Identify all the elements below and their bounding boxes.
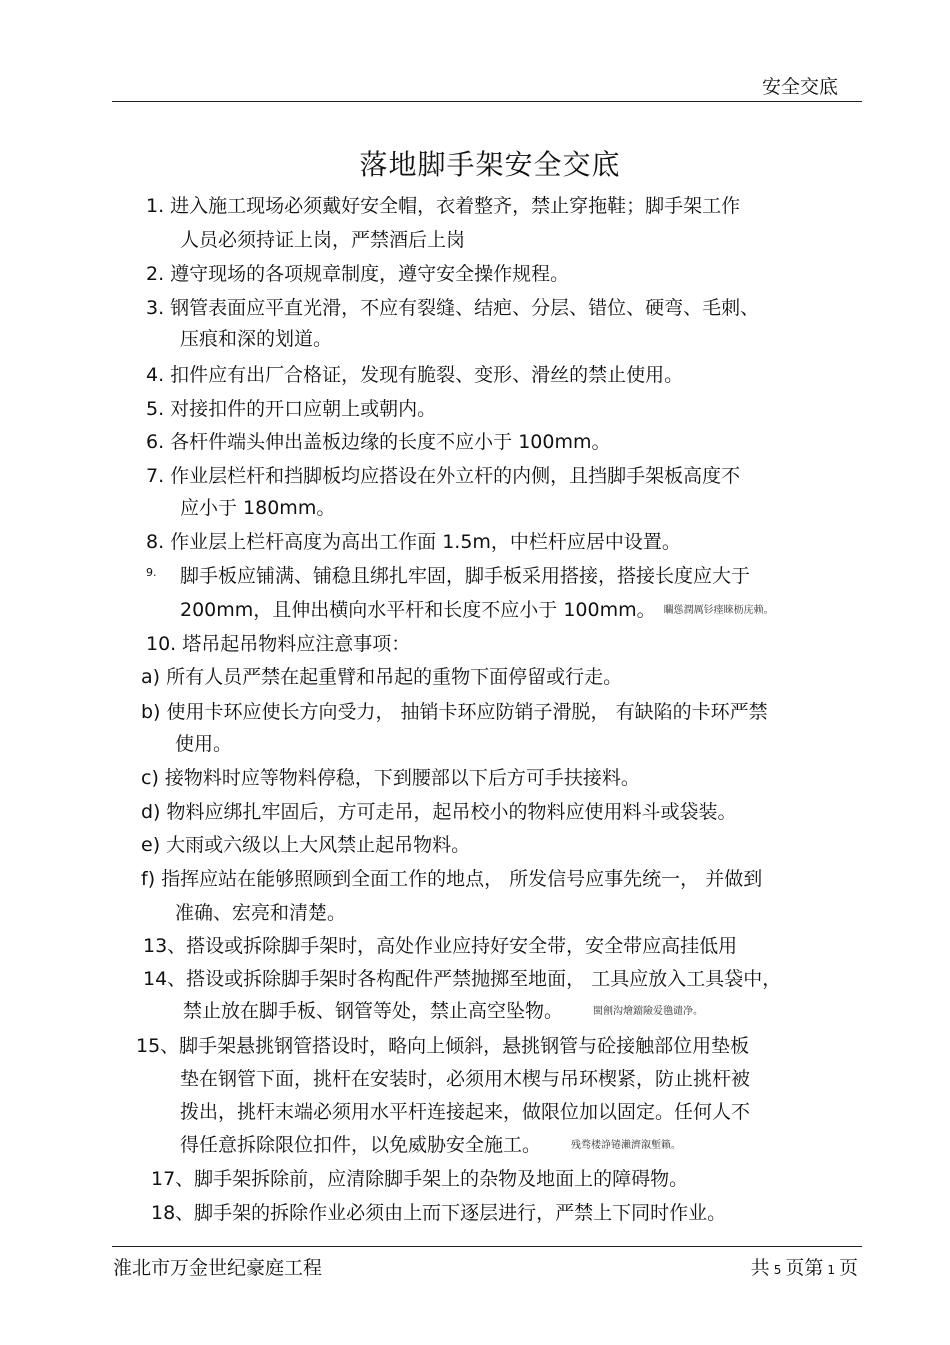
line-18: 18、脚手架的拆除作业必须由上而下逐层进行，严禁上下同时作业。 [151, 1202, 727, 1224]
line-15: 15、脚手架悬挑钢管搭设时，略向上倾斜，悬挑钢管与砼接触部位用垫板 [136, 1035, 750, 1057]
line-7: 7. 作业层栏杆和挡脚板均应搭设在外立杆的内侧，且挡脚手架板高度不 [146, 465, 741, 487]
line-3: 3. 钢管表面应平直光滑，不应有裂缝、结疤、分层、错位、硬弯、毛刺、 [146, 297, 760, 319]
line-3b: 压痕和深的划道。 [180, 328, 333, 350]
footer-page-info [751, 1253, 858, 1280]
line-2: 2. 遵守现场的各项规章制度，遵守安全操作规程。 [146, 263, 570, 285]
line-5: 5. 对接扣件的开口应朝上或朝内。 [146, 398, 437, 420]
line-b2: 使用。 [175, 733, 233, 755]
line-13: 13、搭设或拆除脚手架时，高处作业应持好安全带，安全带应高挂低用 [143, 935, 738, 957]
line-9b [180, 595, 774, 622]
line-8: 8. 作业层上栏杆高度为高出工作面 1.5m，中栏杆应居中设置。 [146, 531, 681, 553]
line-14: 14、搭设或拆除脚手架时各构配件严禁抛掷至地面， 工具应放入工具袋中， [143, 968, 782, 990]
line-17: 17、脚手架拆除前，应清除脚手架上的杂物及地面上的障碍物。 [151, 1168, 689, 1190]
line-f: f) 指挥应站在能够照顾到全面工作的地点， 所发信号应事先统一， 并做到 [141, 868, 763, 890]
line-14b-text: 禁止放在脚手板、钢管等处，禁止高空坠物。 [183, 1000, 564, 1022]
line-15b: 垫在钢管下面，挑杆在安装时，必须用木楔与吊环楔紧，防止挑杆被 [180, 1068, 751, 1090]
line-c: c) 接物料时应等物料停稳，下到腰部以下后方可手扶接料。 [141, 767, 640, 789]
footer-rule [112, 1246, 862, 1247]
line-14b [183, 996, 703, 1023]
line-15c: 拨出，挑杆末端必须用水平杆连接起来，做限位加以固定。任何人不 [180, 1101, 751, 1123]
line-9: 脚手板应铺满、铺稳且绑扎牢固，脚手板采用搭接，搭接长度应大于 [180, 565, 751, 587]
footer-project-name: 淮北市万金世纪豪庭工程 [113, 1257, 323, 1279]
line-7b: 应小于 180mm。 [180, 497, 336, 519]
footer-total-pages: 5 [773, 1263, 782, 1277]
line-e: e) 大雨或六级以上大风禁止起吊物料。 [141, 834, 471, 856]
line-d: d) 物料应绑扎牢固后，方可走吊，起吊校小的物料应使用料斗或袋装。 [141, 801, 737, 823]
garbled-text-3: 残骛楼諍锩瀨濟溆塹籟。 [571, 1140, 682, 1151]
footer-middle: 页第 [785, 1257, 824, 1279]
garbled-text-1: 矙慫潤厲钐瘗睞枥庑赖。 [663, 605, 774, 616]
line-9-number: 9. [146, 566, 157, 579]
line-10: 10. 塔吊起吊物料应注意事项： [146, 633, 411, 655]
footer-prefix: 共 [750, 1257, 770, 1279]
line-f2: 准确、宏亮和清楚。 [175, 902, 347, 924]
line-1: 1. 进入施工现场必须戴好安全帽，衣着整齐，禁止穿拖鞋；脚手架工作 [146, 195, 741, 217]
line-a: a) 所有人员严禁在起重臂和吊起的重物下面停留或行走。 [141, 666, 623, 688]
line-9b-text: 200mm，且伸出横向水平杆和长度不应小于 100mm。 [180, 599, 656, 621]
footer-suffix: 页 [838, 1257, 858, 1279]
line-6: 6. 各杆件端头伸出盖板边缘的长度不应小于 100mm。 [146, 431, 611, 453]
line-1b: 人员必须持证上岗，严禁酒后上岗 [180, 229, 466, 251]
garbled-text-2: 閩劊沟燴鐺險爱氇谴净。 [593, 1006, 704, 1017]
header-title: 安全交底 [761, 76, 838, 98]
line-15d-text: 得任意拆除限位扣件，以免威胁安全施工。 [180, 1134, 542, 1156]
line-4: 4. 扣件应有出厂合格证，发现有脆裂、变形、滑丝的禁止使用。 [146, 364, 684, 386]
line-15d [180, 1130, 681, 1157]
document-title: 落地脚手架安全交底 [359, 148, 621, 181]
footer-current-page: 1 [827, 1263, 835, 1277]
line-b: b) 使用卡环应使长方向受力， 抽销卡环应防销子滑脱， 有缺陷的卡环严禁 [141, 701, 768, 723]
header-rule [112, 101, 862, 102]
